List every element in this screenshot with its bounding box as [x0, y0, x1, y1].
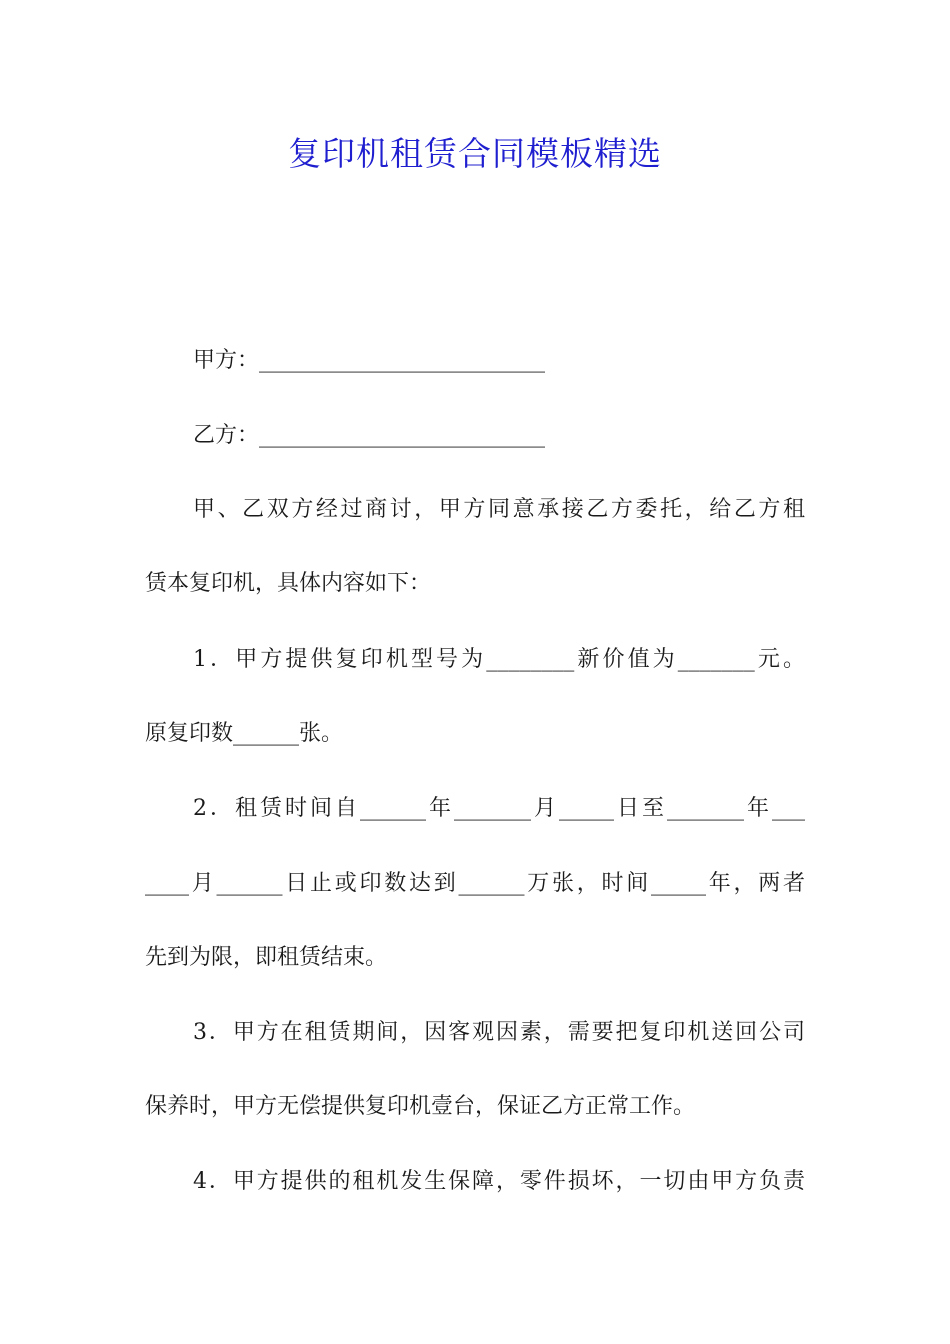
- document-title: 复印机租赁合同模板精选: [288, 134, 662, 173]
- clause-3-line-1: 3．甲方在租赁期间，因客观因素，需要把复印机送回公司: [193, 1020, 805, 1045]
- party-b-line: 乙方：__________________________: [193, 423, 546, 448]
- clause-2-line-3: 先到为限，即租赁结束。: [145, 945, 388, 970]
- clause-1-line-2: 原复印数______张。: [145, 721, 344, 746]
- clause-4-line-1: 4．甲方提供的租机发生保障，零件损坏，一切由甲方负责: [193, 1169, 805, 1194]
- clause-2-line-2: ____月______日止或印数达到______万张，时间_____年，两者: [145, 871, 805, 896]
- intro-line-1: 甲、乙双方经过商讨，甲方同意承接乙方委托，给乙方租: [193, 497, 805, 522]
- party-a-line: 甲方：__________________________: [193, 348, 546, 373]
- clause-1-line-1: 1．甲方提供复印机型号为________新价值为_______元。: [193, 647, 805, 672]
- clause-2-line-1: 2．租赁时间自______年_______月_____日至_______年___: [193, 796, 805, 821]
- intro-line-2: 赁本复印机，具体内容如下：: [145, 571, 432, 596]
- clause-3-line-2: 保养时，甲方无偿提供复印机壹台，保证乙方正常工作。: [145, 1094, 696, 1119]
